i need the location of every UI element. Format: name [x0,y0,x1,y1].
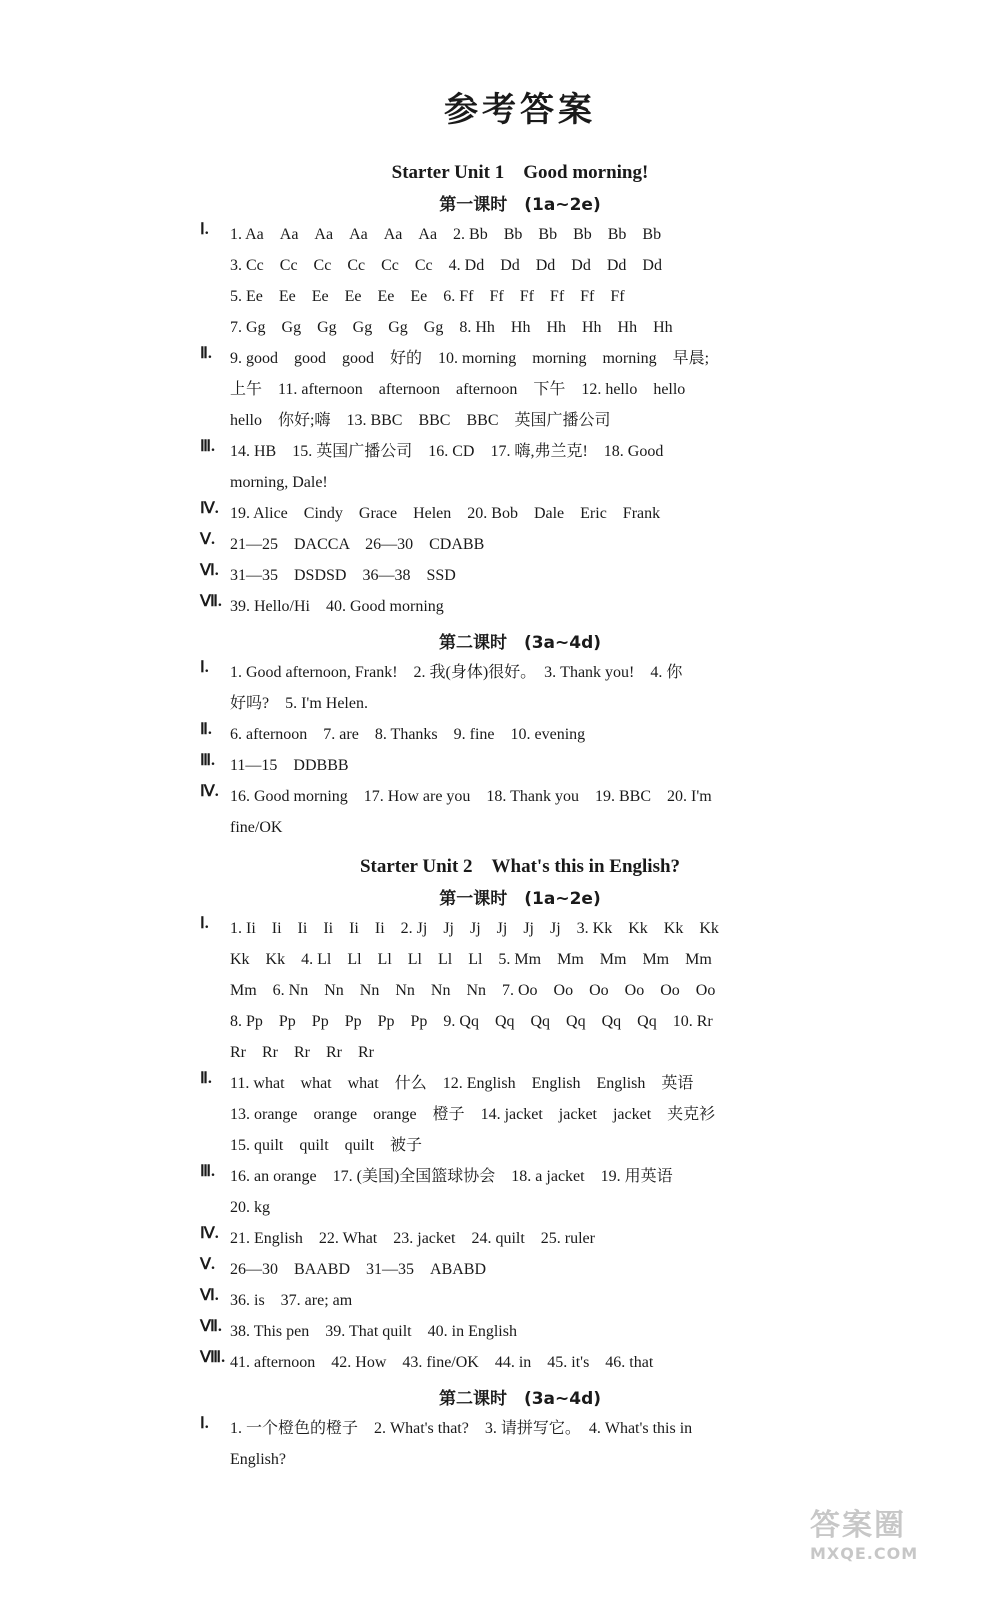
section-numeral: Ⅱ. [200,345,212,362]
answer-section [200,1413,840,1475]
answer-page [200,70,840,1475]
answer-section [200,560,840,591]
answer-line: 1. Aa Aa Aa Aa Aa Aa 2. Bb Bb Bb Bb Bb Bb [230,226,662,243]
answer-line: 3. Cc Cc Cc Cc Cc Cc 4. Dd Dd Dd Dd Dd Dd [230,257,662,274]
section-numeral: Ⅲ. [200,1163,216,1180]
answer-line: 1. 一个橙色的橙子 2. What's that? 3. 请拼写它。 4. What's this in [230,1420,693,1437]
site-watermark [810,1500,980,1580]
answer-line: 16. Good morning 17. How are you 18. Thank you 19. BBC 20. I'm [230,788,712,805]
answer-line: 6. afternoon 7. are 8. Thanks 9. fine 10. evening [230,726,586,743]
answer-line: 36. is 37. are; am [230,1292,353,1309]
answer-line: 21. English 22. What 23. jacket 24. quilt 25. ruler [230,1230,595,1247]
unit-title: Starter Unit 2 What's this in English? [359,856,681,877]
answer-line: 21—25 DACCA 26—30 CDABB [230,536,485,553]
answer-section [200,436,840,498]
section-numeral: Ⅲ. [200,752,216,769]
section-numeral: Ⅴ. [200,531,215,548]
section-numeral: Ⅰ. [200,659,209,676]
section-numeral: Ⅵ. [200,1287,219,1304]
lesson-title: 第二课时 (3a~4d) [438,633,602,653]
watermark-logo-text: 答案圈 [810,1508,906,1543]
answer-section [200,498,840,529]
answer-section [200,591,840,622]
answer-section [200,529,840,560]
answer-line: 38. This pen 39. That quilt 40. in English [230,1323,517,1340]
answer-section [200,719,840,750]
answer-section [200,1254,840,1285]
section-numeral: Ⅳ. [200,500,219,517]
answer-section [200,1285,840,1316]
answer-line: 26—30 BAABD 31—35 ABABD [230,1261,487,1278]
answer-line: 7. Gg Gg Gg Gg Gg Gg 8. Hh Hh Hh Hh Hh Hh [230,319,673,336]
answer-line: 11. what what what 什么 12. English English English 英语 [230,1075,694,1092]
section-numeral: Ⅷ. [200,1349,226,1366]
answer-line: 13. orange orange orange 橙子 14. jacket jacket jacket 夹克衫 [230,1106,716,1123]
answer-line: morning, Dale! [230,474,328,491]
answer-section [200,1316,840,1347]
lesson-title: 第一课时 (1a~2e) [439,195,601,215]
answer-line: 41. afternoon 42. How 43. fine/OK 44. in 45. it's 46. that [230,1354,654,1371]
section-numeral: Ⅶ. [200,1318,222,1335]
lesson-title: 第一课时 (1a~2e) [439,889,601,909]
answer-line: Rr Rr Rr Rr Rr [230,1044,375,1061]
answer-line: 20. kg [230,1199,270,1216]
answer-line: 39. Hello/Hi 40. Good morning [230,598,444,615]
answer-section [200,1347,840,1378]
answer-line: 11—15 DDBBB [230,757,349,774]
answer-section [200,657,840,719]
answer-line: Mm 6. Nn Nn Nn Nn Nn Nn 7. Oo Oo Oo Oo Oo Oo [230,982,716,999]
answer-section [200,1068,840,1161]
answer-line: 9. good good good 好的 10. morning morning morning 早晨; [230,350,710,367]
section-numeral: Ⅰ. [200,221,209,238]
answer-section [200,1161,840,1223]
lesson-title: 第二课时 (3a~4d) [438,1389,602,1409]
answer-section [200,781,840,843]
answer-line: 31—35 DSDSD 36—38 SSD [230,567,456,584]
answer-line: 19. Alice Cindy Grace Helen 20. Bob Dale Eric Frank [230,505,661,522]
answer-line: 14. HB 15. 英国广播公司 16. CD 17. 嗨,弗兰克! 18. Good [230,443,664,460]
section-numeral: Ⅵ. [200,562,219,579]
answer-content [200,157,840,1475]
watermark-url: MXQE.COM [810,1544,919,1563]
section-numeral: Ⅰ. [200,915,209,932]
section-numeral: Ⅲ. [200,438,216,455]
section-numeral: Ⅰ. [200,1415,209,1432]
section-numeral: Ⅶ. [200,593,222,610]
answer-line: 上午 11. afternoon afternoon afternoon 下午 12. hello hello [230,381,686,398]
answer-line: fine/OK [230,819,283,836]
answer-line: 1. Ii Ii Ii Ii Ii Ii 2. Jj Jj Jj Jj Jj Jj 3. Kk Kk Kk Kk [230,920,719,937]
answer-line: 5. Ee Ee Ee Ee Ee Ee 6. Ff Ff Ff Ff Ff Ff [230,288,625,305]
answer-line: English? [230,1451,286,1468]
section-numeral: Ⅳ. [200,783,219,800]
answer-section [200,750,840,781]
section-numeral: Ⅱ. [200,721,212,738]
answer-line: 好吗? 5. I'm Helen. [230,695,368,712]
answer-section [200,1223,840,1254]
answer-line: hello 你好;嗨 13. BBC BBC BBC 英国广播公司 [230,412,611,429]
section-numeral: Ⅱ. [200,1070,212,1087]
answer-line: Kk Kk 4. Ll Ll Ll Ll Ll Ll 5. Mm Mm Mm Mm Mm [230,951,712,968]
answer-line: 16. an orange 17. (美国)全国篮球协会 18. a jacket 19. 用英语 [230,1168,673,1185]
unit-title: Starter Unit 1 Good morning! [391,162,649,183]
answer-line: 15. quilt quilt quilt 被子 [230,1137,423,1154]
page-title: 参考答案 [444,90,596,130]
answer-line: 1. Good afternoon, Frank! 2. 我(身体)很好。 3. Thank you! 4. 你 [230,664,683,681]
answer-section [200,219,840,343]
section-numeral: Ⅳ. [200,1225,219,1242]
section-numeral: Ⅴ. [200,1256,215,1273]
answer-line: 8. Pp Pp Pp Pp Pp Pp 9. Qq Qq Qq Qq Qq Qq 10. Rr [230,1013,713,1030]
answer-section [200,913,840,1068]
answer-section [200,343,840,436]
